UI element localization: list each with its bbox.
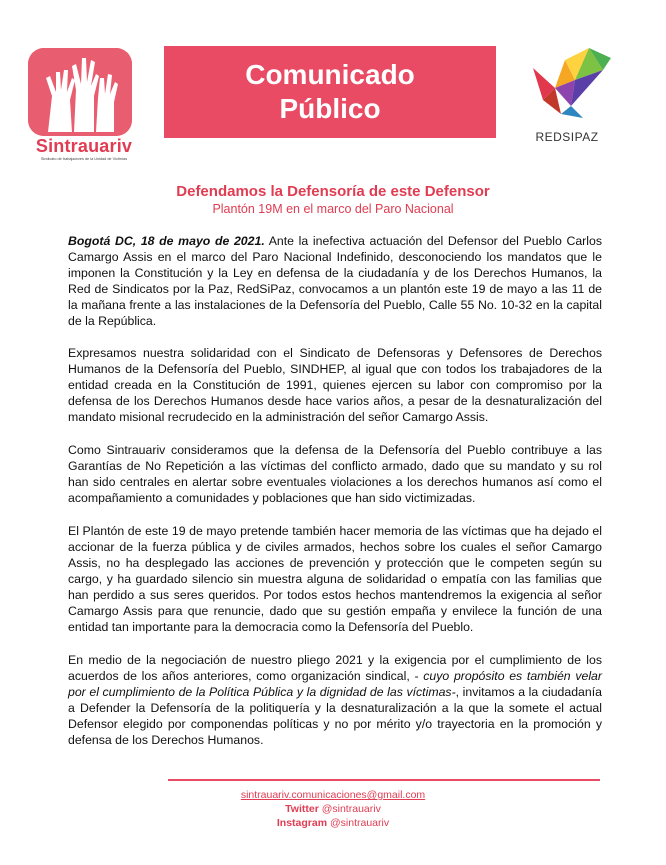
- banner-line-1: Comunicado: [245, 59, 415, 90]
- header-banner: [164, 46, 496, 138]
- paragraph-1-text: Ante la inefectiva actuación del Defensor del Pueblo Carlos Camargo Assis en el marco del Paro Nacional Indefinido, desconociendo los mandatos que le imponen la Constitución y la Ley en defensa de la ciudadanía y de los Derechos Humanos, la Red de Sindicatos por la Paz, RedSiPaz, convocamos a un plantón este 19 de mayo a las 11 de la mañana frente a las instalaciones de la Defensoría del Pueblo, Calle 55 No. 10-32 en la capital de la República.: [68, 234, 602, 328]
- paragraph-1: [68, 233, 602, 329]
- document-title: Defendamos la Defensoría de este Defensor: [176, 183, 490, 200]
- left-logo-name: Sintrauariv: [35, 136, 133, 156]
- instagram-label: Instagram: [276, 817, 328, 829]
- paragraph-4: El Plantón de este 19 de mayo pretende también hacer memoria de las víctimas que ha dejado el accionar de la fuerza pública y de civiles armados, hechos sobre los cuales el señor Camargo Assis, no ha desplegado las acciones de prevención y protección que le competen según su cargo, y ha guardado silencio sin muestra alguna de solidaridad o empatía con las familias que han perdido a sus seres queridos. Por todos estos hechos mantendremos la exigencia al señor Camargo Assis para que renuncie, dado que su gestión empaña y envilece la función de una entidad tan importante para la democracia como la Defensoría del Pueblo.: [68, 524, 602, 634]
- paragraph-5: [68, 652, 602, 748]
- paragraph-3: Como Sintrauariv consideramos que la defensa de la Defensoría del Pueblo contribuye a las Garantías de No Repetición a las víctimas del conflicto armado, dado que su mandato y su rol han sido centrales en alertar sobre eventuales violaciones a los derechos humanos así como el acompañamiento a comunidades y poblaciones que han sido victimizadas.: [68, 443, 602, 505]
- instagram-handle[interactable]: @sintrauariv: [327, 817, 390, 829]
- raised-hands-icon: [28, 48, 132, 136]
- footer-divider: [168, 779, 600, 781]
- footer: [0, 788, 666, 830]
- contact-email-link[interactable]: sintrauariv.comunicaciones@gmail.com: [240, 789, 426, 801]
- origami-bird-icon: [503, 40, 631, 130]
- banner-line-2: Público: [279, 93, 381, 124]
- right-logo-name: REDSIPAZ: [535, 130, 599, 144]
- paragraph-5-a: En medio de la negociación de nuestro pliego 2021 y la exigencia por el cumplimiento de los acuerdos de los años anteriores, como organización sindical, -: [68, 653, 602, 683]
- paragraph-5-b: , invitamos a la ciudadanía a Defender la Defensoría de la politiquería y la desnaturalización a la que la somete el actual Defensor elegido por componendas políticas y no por mérito y/o trayectoria en la promoción y defensa de los Derechos Humanos.: [68, 685, 602, 747]
- twitter-handle[interactable]: @sintrauariv: [318, 803, 381, 815]
- sintrauariv-logo: [18, 40, 146, 168]
- paragraph-1-lead: Bogotá DC, 18 de mayo de 2021.: [68, 234, 265, 248]
- redsipaz-logo: [503, 40, 631, 168]
- paragraph-2: Expresamos nuestra solidaridad con el Sindicato de Defensoras y Defensores de Derechos Humanos de la Defensoría del Pueblo, SINDHEP, al igual que con todos los trabajadores de la entidad creada en la Constitución de 1991, quienes ejercen su labor con compromiso por la defensa de los Derechos Humanos desde hace varios años, a pesar de la desnaturalización del mandato misional recrudecido en la administración del señor Camargo Assis.: [68, 346, 602, 424]
- document-subtitle: Plantón 19M en el marco del Paro Nacional: [212, 202, 454, 216]
- left-logo-subtitle: Sindicato de trabajadores de la Unidad de Víctimas: [40, 157, 128, 161]
- document-body: [68, 233, 602, 765]
- twitter-label: Twitter: [285, 803, 319, 815]
- paragraph-5-italic: cuyo propósito es también velar por el cumplimiento de la Política Pública y la dignidad de las víctimas-: [68, 669, 602, 699]
